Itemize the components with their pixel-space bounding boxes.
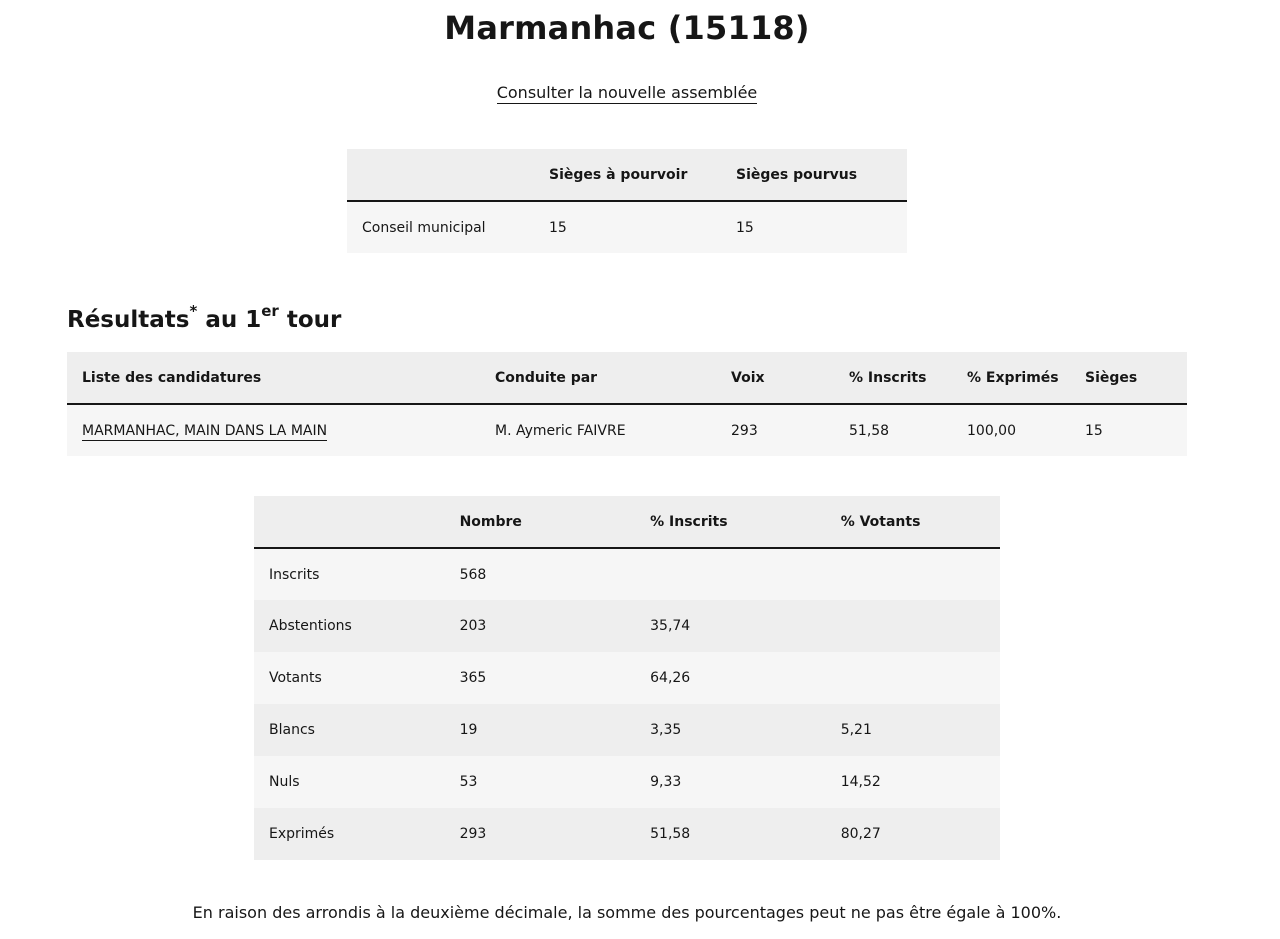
results-heading-prefix: Résultats: [67, 307, 190, 333]
seats-table: [347, 149, 907, 253]
seats-header-to-fill: Sièges à pourvoir: [549, 166, 688, 183]
results-heading: [67, 300, 341, 340]
table-row: [67, 404, 1187, 456]
seats-table-header-row: [347, 149, 907, 201]
turnout-count: 293: [459, 826, 487, 842]
results-pct-expressed: 100,00: [967, 422, 1016, 439]
turnout-table: [254, 496, 1000, 860]
results-table-header-row: [67, 352, 1187, 404]
results-table: [67, 352, 1187, 456]
results-heading-ordinal: er: [261, 302, 279, 321]
turnout-count: 53: [459, 774, 478, 790]
turnout-pct-registered: 35,74: [650, 618, 691, 634]
turnout-label: Nuls: [269, 774, 300, 790]
turnout-pct-voters: [826, 600, 1000, 652]
turnout-label: Inscrits: [269, 566, 320, 583]
turnout-header-pct-voters: % Votants: [840, 513, 921, 530]
turnout-count: 365: [459, 670, 487, 686]
turnout-label: Votants: [269, 670, 322, 686]
turnout-pct-voters: 80,27: [840, 826, 881, 842]
turnout-count: 203: [459, 618, 487, 634]
results-list-cell: [67, 404, 480, 456]
table-row: [254, 704, 1000, 756]
candidate-list-link[interactable]: MARMANHAC, MAIN DANS LA MAIN: [82, 422, 328, 439]
seats-filled-value: 15: [736, 219, 754, 236]
results-heading-middle: au 1: [197, 307, 262, 333]
results-footnote-star: *: [189, 302, 198, 321]
table-row: [254, 600, 1000, 652]
results-header-votes: Voix: [731, 369, 765, 386]
results-header-pct-registered: % Inscrits: [849, 369, 927, 386]
results-leader: M. Aymeric FAIVRE: [495, 422, 626, 439]
rounding-footnote: En raison des arrondis à la deuxième décimale, la somme des pourcentages peut ne pas être égale à 100%.: [192, 903, 1062, 922]
results-pct-registered: 51,58: [849, 422, 890, 439]
turnout-pct-voters: [826, 652, 1000, 704]
seats-body-label: Conseil municipal: [362, 219, 486, 236]
turnout-count: 568: [459, 566, 487, 583]
seats-header-filled: Sièges pourvus: [736, 166, 858, 183]
assembly-link-container: [0, 82, 1254, 104]
results-header-leader: Conduite par: [495, 369, 598, 386]
table-row: [254, 548, 1000, 600]
turnout-label: Abstentions: [269, 618, 352, 634]
turnout-label: Exprimés: [269, 826, 335, 842]
turnout-count: 19: [459, 722, 478, 738]
results-header-list: Liste des candidatures: [82, 369, 262, 386]
turnout-header-empty: [254, 496, 445, 548]
table-row: [254, 652, 1000, 704]
results-header-seats: Sièges: [1085, 369, 1138, 386]
results-seats: 15: [1085, 422, 1103, 439]
turnout-pct-registered: 51,58: [650, 826, 691, 842]
turnout-pct-registered: 64,26: [650, 670, 691, 686]
turnout-pct-registered: [635, 548, 826, 600]
turnout-pct-voters: 5,21: [840, 722, 872, 738]
results-heading-suffix: tour: [278, 307, 342, 333]
table-row: [347, 201, 907, 253]
turnout-pct-voters: [826, 548, 1000, 600]
table-row: [254, 808, 1000, 860]
turnout-table-header-row: [254, 496, 1000, 548]
turnout-label: Blancs: [269, 722, 315, 738]
results-header-pct-expressed: % Exprimés: [967, 369, 1059, 386]
page-title: Marmanhac (15118): [444, 9, 810, 47]
results-votes: 293: [731, 422, 758, 439]
table-row: [254, 756, 1000, 808]
new-assembly-link[interactable]: Consulter la nouvelle assemblée: [496, 83, 758, 102]
turnout-header-pct-registered: % Inscrits: [650, 513, 728, 530]
turnout-pct-registered: 3,35: [650, 722, 682, 738]
seats-to-fill-value: 15: [549, 219, 567, 236]
turnout-pct-voters: 14,52: [840, 774, 881, 790]
turnout-header-count: Nombre: [459, 513, 522, 530]
turnout-pct-registered: 9,33: [650, 774, 682, 790]
seats-header-empty: [347, 149, 534, 201]
